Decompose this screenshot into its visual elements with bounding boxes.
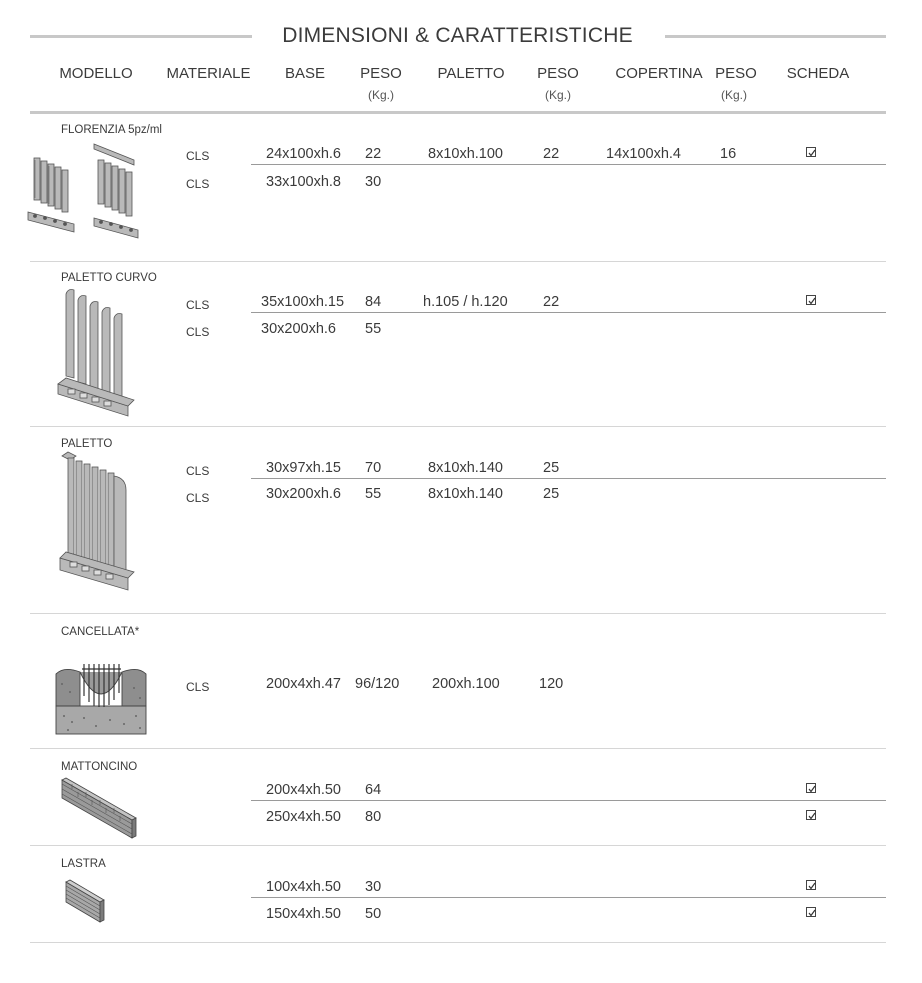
row-divider (251, 800, 886, 801)
peso-paletto-cell: 22 (543, 294, 560, 310)
title-rule-right (665, 35, 886, 38)
model-name-paletto-curvo: PALETTO CURVO (61, 272, 157, 284)
paletto-cell: 200xh.100 (432, 676, 500, 692)
peso-cell: 80 (365, 809, 382, 825)
scheda-checkbox[interactable] (806, 880, 816, 890)
peso-cell: 64 (365, 782, 382, 798)
model-name-florenzia: FLORENZIA 5pz/ml (61, 124, 162, 136)
peso-cell: 30 (365, 879, 382, 895)
scheda-checkbox[interactable] (806, 295, 816, 305)
peso-paletto-cell: 22 (543, 146, 560, 162)
header-paletto: PALETTO (437, 65, 505, 82)
paletto-curvo-icon (54, 286, 140, 422)
row-divider (251, 897, 886, 898)
peso-paletto-cell: 25 (543, 460, 560, 476)
row-divider (251, 478, 886, 479)
scheda-checkbox[interactable] (806, 783, 816, 793)
base-cell: 30x97xh.15 (266, 460, 341, 476)
paletto-cell: 8x10xh.100 (428, 146, 503, 162)
header-peso-copertina: PESO (715, 65, 757, 82)
section-separator (30, 942, 886, 943)
base-cell: 150x4xh.50 (266, 906, 341, 922)
peso-paletto-cell: 120 (539, 676, 564, 692)
materiale-cell: CLS (186, 464, 210, 478)
paletto-icon (56, 450, 140, 600)
model-name-mattoncino: MATTONCINO (61, 761, 138, 773)
materiale-cell: CLS (186, 298, 210, 312)
peso-cell: 22 (365, 146, 382, 162)
peso-paletto-cell: 25 (543, 486, 560, 502)
header-materiale: MATERIALE (166, 65, 251, 82)
copertina-cell: 14x100xh.4 (606, 146, 681, 162)
peso-cell: 30 (365, 174, 382, 190)
peso-copertina-cell: 16 (720, 146, 737, 162)
florenzia-fence-icon (26, 140, 144, 242)
header-base: BASE (284, 65, 326, 82)
base-cell: 100x4xh.50 (266, 879, 341, 895)
row-divider (251, 312, 886, 313)
base-cell: 24x100xh.6 (266, 146, 341, 162)
base-cell: 200x4xh.50 (266, 782, 341, 798)
header-copertina: COPERTINA (615, 65, 703, 82)
peso-cell: 96/120 (355, 676, 400, 692)
model-name-paletto: PALETTO (61, 438, 113, 450)
mattoncino-panel-icon (58, 776, 138, 842)
model-name-cancellata: CANCELLATA* (61, 626, 140, 638)
materiale-cell: CLS (186, 149, 210, 163)
paletto-cell: 8x10xh.140 (428, 486, 503, 502)
base-cell: 250x4xh.50 (266, 809, 341, 825)
section-separator (30, 613, 886, 614)
header-peso-copertina-unit: (Kg.) (720, 88, 747, 102)
section-separator (30, 261, 886, 262)
peso-cell: 84 (365, 294, 382, 310)
base-cell: 35x100xh.15 (261, 294, 345, 310)
title-rule-left (30, 35, 252, 38)
header-peso-paletto-unit: (Kg.) (544, 88, 571, 102)
peso-cell: 55 (365, 321, 382, 337)
scheda-checkbox[interactable] (806, 907, 816, 917)
base-cell: 30x200xh.6 (261, 321, 336, 337)
base-cell: 33x100xh.8 (266, 174, 341, 190)
base-cell: 200x4xh.47 (266, 676, 341, 692)
header-rule (30, 111, 886, 114)
peso-cell: 50 (365, 906, 382, 922)
materiale-cell: CLS (186, 680, 210, 694)
peso-cell: 70 (365, 460, 382, 476)
header-scheda: SCHEDA (786, 65, 850, 82)
materiale-cell: CLS (186, 325, 210, 339)
base-cell: 30x200xh.6 (266, 486, 341, 502)
materiale-cell: CLS (186, 491, 210, 505)
materiale-cell: CLS (186, 177, 210, 191)
scheda-checkbox[interactable] (806, 147, 816, 157)
paletto-cell: h.105 / h.120 (423, 294, 508, 310)
cancellata-gate-icon (54, 660, 150, 738)
header-peso-base: PESO (360, 65, 402, 82)
lastra-panel-icon (62, 878, 108, 926)
peso-cell: 55 (365, 486, 382, 502)
section-separator (30, 426, 886, 427)
page-title: DIMENSIONI & CARATTERISTICHE (282, 24, 633, 47)
row-divider (251, 164, 886, 165)
section-separator (30, 748, 886, 749)
header-peso-paletto: PESO (537, 65, 579, 82)
header-peso-base-unit: (Kg.) (367, 88, 394, 102)
section-separator (30, 845, 886, 846)
paletto-cell: 8x10xh.140 (428, 460, 503, 476)
model-name-lastra: LASTRA (61, 858, 106, 870)
header-modello: MODELLO (59, 65, 133, 82)
scheda-checkbox[interactable] (806, 810, 816, 820)
